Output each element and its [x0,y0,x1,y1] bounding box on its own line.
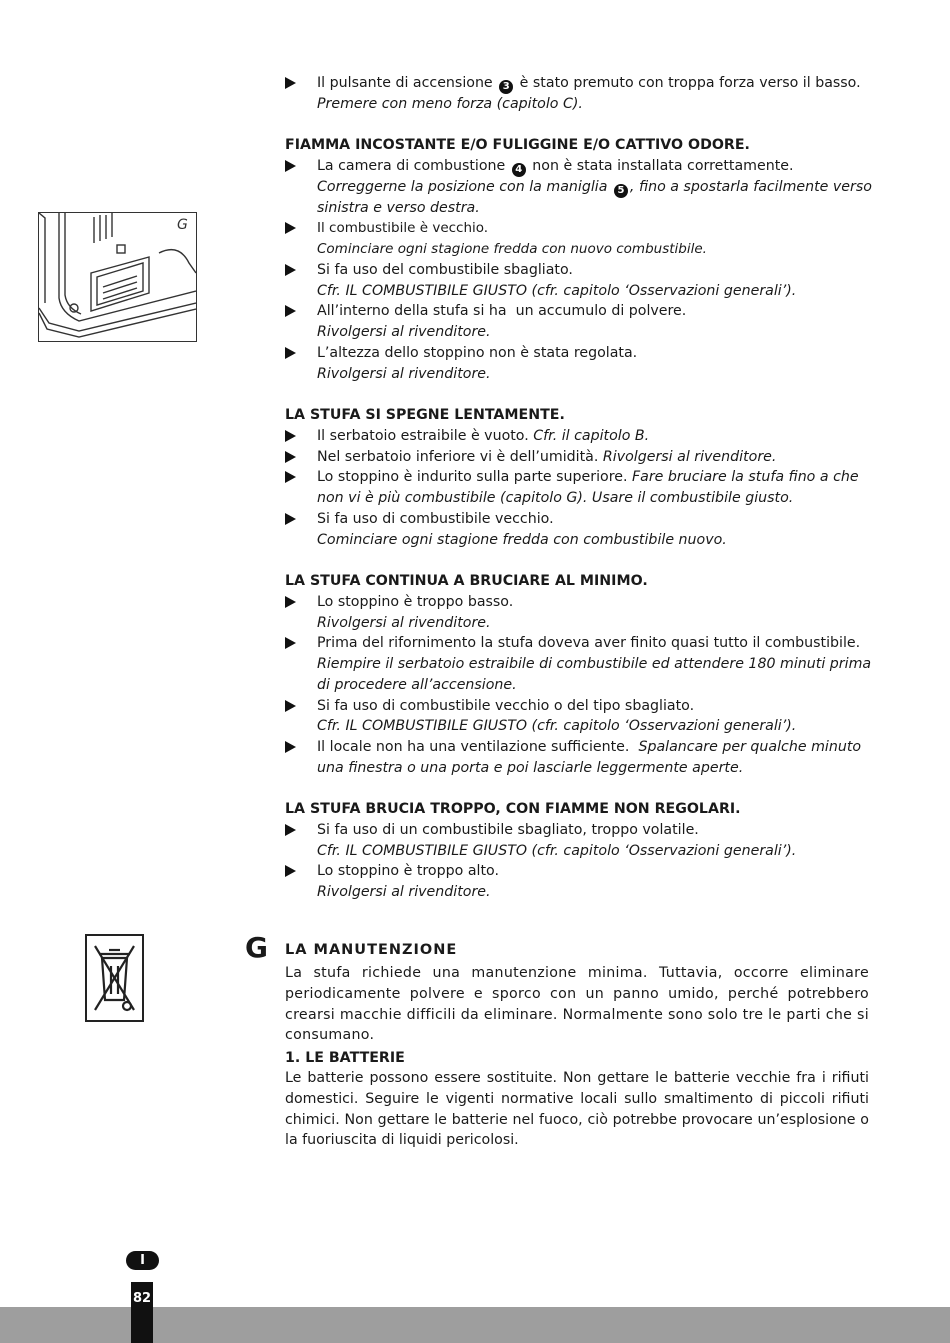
text-segment: Si fa uso di combustibile vecchio. [317,511,554,527]
stove-drawing [39,213,196,341]
text-segment: di procedere all’accensione. [317,677,517,693]
item-remedy [317,758,743,778]
stove-illustration [38,212,197,342]
text-segment: Il locale non ha una ventilazione sufficiente. [317,739,639,755]
section-heading: LA STUFA CONTINUA A BRUCIARE AL MINIMO. [285,573,648,589]
text-segment: non vi è più combustibile (capitolo G). Usare il combustibile giusto. [317,490,794,506]
text-segment: All’interno della stufa si ha un accumulo di polvere. [317,303,687,319]
text-segment: Si fa uso del combustibile sbagliato. [317,262,573,278]
text-segment: Premere con meno forza (capitolo C). [317,96,583,112]
text-segment: Correggerne la posizione con la maniglia [317,179,612,195]
text-segment: Spalancare per qualche minuto [638,739,862,755]
bullet-item [317,447,776,467]
item-remedy [317,654,871,674]
text-segment: Cominciare ogni stagione fredda con combustibile nuovo. [317,532,727,548]
text-segment: Prima del rifornimento la stufa doveva aver finito quasi tutto il combustibile. [317,635,861,651]
item-remedy [317,177,872,198]
bullet-arrow-icon [285,222,296,234]
bullet-arrow-icon [285,596,296,608]
bullet-arrow-icon [285,451,296,463]
section-heading: LA STUFA BRUCIA TROPPO, CON FIAMME NON REGOLARI. [285,801,741,817]
text-segment: Cfr. IL COMBUSTIBILE GIUSTO (cfr. capitolo ‘Osservazioni generali’). [317,843,797,859]
item-remedy [317,841,796,861]
text-segment: sinistra e verso destra. [317,200,480,216]
bullet-arrow-icon [285,824,296,836]
bullet-item [317,156,794,177]
bullet-item [317,343,637,363]
text-segment: Cfr. il capitolo B. [533,428,650,444]
number-circle-icon: 5 [614,184,628,198]
item-remedy [317,364,491,384]
item-remedy [317,613,491,633]
bullet-item [317,696,694,716]
bullet-arrow-icon [285,513,296,525]
section-heading: FIAMMA INCOSTANTE E/O FULIGGINE E/O CATTIVO ODORE. [285,137,750,153]
bullet-arrow-icon [285,741,296,753]
figure-label: G [177,217,188,233]
text-segment: Lo stoppino è troppo basso. [317,594,514,610]
text-segment: Fare bruciare la stufa fino a che [631,469,859,485]
bullet-item [317,218,488,238]
bullet-item [317,467,859,487]
bullet-item [317,73,861,94]
bullet-item [317,820,699,840]
section-letter: G [245,931,268,964]
text-segment: Riempire il serbatoio estraibile di combustibile ed attendere 180 minuti prima [317,656,872,672]
page-number: 82 [132,1291,152,1306]
text-segment: Cfr. IL COMBUSTIBILE GIUSTO (cfr. capitolo ‘Osservazioni generali’). [317,283,797,299]
text-segment: una finestra o una porta e poi lasciarle leggermente aperte. [317,760,744,776]
number-circle-icon: 4 [512,163,526,177]
text-segment: Lo stoppino è troppo alto. [317,863,499,879]
item-remedy [317,94,583,114]
text-segment: non è stata installata correttamente. [527,158,794,174]
bullet-item [317,737,861,757]
text-segment: è stato premuto con troppa forza verso il basso. [515,75,861,91]
text-segment: Rivolgersi al rivenditore. [317,324,491,340]
text-segment: Lo stoppino è indurito sulla parte superiore. [317,469,632,485]
text-segment: La camera di combustione [317,158,510,174]
bullet-item [317,509,554,529]
bullet-arrow-icon [285,77,296,89]
bullet-item [317,633,860,653]
text-segment: Il pulsante di accensione [317,75,498,91]
item-remedy [317,281,796,301]
item-remedy [317,198,480,218]
troubleshooting-list [285,0,872,900]
text-segment: Nel serbatoio inferiore vi è dell’umidità. [317,449,603,465]
text-segment: Rivolgersi al rivenditore. [602,449,777,465]
bullet-arrow-icon [285,865,296,877]
bullet-item [317,861,499,881]
item-remedy [317,882,491,902]
bullet-arrow-icon [285,160,296,172]
text-segment: Si fa uso di un combustibile sbagliato, troppo volatile. [317,822,699,838]
item-remedy [317,675,517,695]
item-remedy [317,488,793,508]
bullet-item [317,260,573,280]
text-segment: Rivolgersi al rivenditore. [317,615,491,631]
bullet-arrow-icon [285,471,296,483]
crossed-bin-icon [85,934,144,1022]
number-circle-icon: 3 [499,80,513,94]
text-segment: , fino a spostarla facilmente verso [629,179,872,195]
text-segment: L’altezza dello stoppino non è stata regolata. [317,345,638,361]
text-segment: Il serbatoio estraibile è vuoto. [317,428,534,444]
item-remedy [317,239,707,259]
text-segment: Si fa uso di combustibile vecchio o del tipo sbagliato. [317,698,695,714]
section-title: LA MANUTENZIONE [285,942,458,958]
bullet-arrow-icon [285,637,296,649]
bullet-arrow-icon [285,430,296,442]
item-remedy [317,530,727,550]
text-segment: Cominciare ogni stagione fredda con nuovo combustibile. [317,241,707,257]
bullet-item [317,426,649,446]
bullet-item [317,301,686,321]
text-segment: Il combustibile è vecchio. [317,220,489,236]
item-remedy [317,322,491,342]
bullet-arrow-icon [285,347,296,359]
bullet-item [317,592,513,612]
text-segment: Rivolgersi al rivenditore. [317,884,491,900]
bullet-arrow-icon [285,700,296,712]
section-intro: La stufa richiede una manutenzione minima. Tuttavia, occorre eliminare periodicamente polvere e sporco con un panno umido, perché potrebbero crearsi macchie difficili da eliminare. Normalmente sono solo tre le parti che si consumano. [285,965,869,1044]
sub-text: Le batterie possono essere sostituite. Non gettare le batterie vecchie fra i rifiuti domestici. Seguire le vigenti normative locali sullo smaltimento di piccoli rifiuti chimici. Non gettare le batterie nel fuoco, ciò potrebbe provocare un’esplosione o la fuoriuscita di liquidi pericolosi. [285,1070,869,1149]
text-segment: Cfr. IL COMBUSTIBILE GIUSTO (cfr. capitolo ‘Osservazioni generali’). [317,718,797,734]
section-heading: LA STUFA SI SPEGNE LENTAMENTE. [285,407,565,423]
sub-heading: 1. LE BATTERIE [285,1050,405,1066]
text-segment: Rivolgersi al rivenditore. [317,366,491,382]
bullet-arrow-icon [285,264,296,276]
language-badge: I [126,1251,159,1270]
item-remedy [317,716,796,736]
bullet-arrow-icon [285,305,296,317]
